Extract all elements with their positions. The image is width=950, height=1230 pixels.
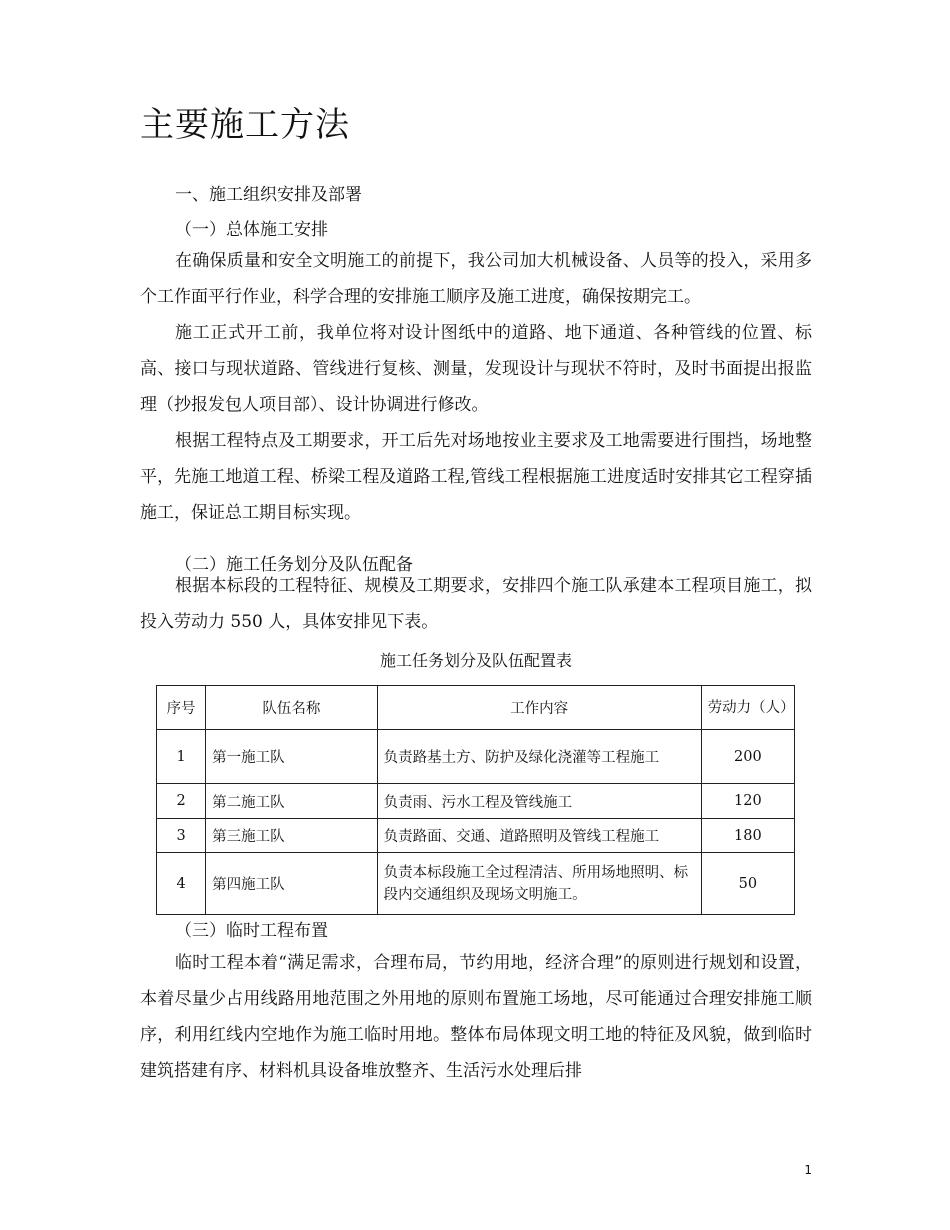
page-number: 1 <box>804 1163 812 1177</box>
table-header-row <box>157 686 795 730</box>
paragraph-2: 施工正式开工前，我单位将对设计图纸中的道路、地下通道、各种管线的位置、标高、接口与现状道路、管线进行复核、测量，发现设计与现状不符时，及时书面提出报监理（抄报发包人项目部）、设计协调进行修改。 <box>140 323 812 415</box>
paragraph-4: 根据本标段的工程特征、规模及工期要求，安排四个施工队承建本工程项目施工，拟投入劳动力 550 人，具体安排见下表。 <box>140 576 812 632</box>
table-cell: 第三施工队 <box>206 819 378 853</box>
table-cell: 负责雨、污水工程及管线施工 <box>377 784 701 819</box>
table-header-cell: 队伍名称 <box>206 686 378 730</box>
table-cell: 负责本标段施工全过程清洁、所用场地照明、标段内交通组织及现场文明施工。 <box>377 853 701 915</box>
paragraph-3: 根据工程特点及工期要求，开工后先对场地按业主要求及工地需要进行围挡，场地整平，先施工地道工程、桥梁工程及道路工程,管线工程根据施工进度适时安排其它工程穿插施工，保证总工期目标实现。 <box>140 431 812 523</box>
table-cell: 120 <box>701 784 794 819</box>
table-row <box>157 819 795 853</box>
team-allocation-table <box>156 685 795 915</box>
table-row <box>157 853 795 915</box>
page-title: 主要施工方法 <box>140 105 350 145</box>
table-header-cell: 工作内容 <box>377 686 701 730</box>
paragraph-5: 临时工程本着“满足需求，合理布局，节约用地，经济合理”的原则进行规划和设置，本着尽量少占用线路用地范围之外用地的原则布置施工场地，尽可能通过合理安排施工顺序，利用红线内空地作为施工临时用地。整体布局体现文明工地的特征及风貌，做到临时建筑搭建有序、材料机具设备堆放整齐、生活污水处理后排 <box>140 953 812 1081</box>
table-cell: 负责路基土方、防护及绿化浇灌等工程施工 <box>377 730 701 784</box>
table-cell: 第一施工队 <box>206 730 378 784</box>
subsection-heading-2: （二）施工任务划分及队伍配备 <box>175 555 413 575</box>
table-cell: 第二施工队 <box>206 784 378 819</box>
table-row <box>157 784 795 819</box>
table-cell: 2 <box>157 784 206 819</box>
paragraph-1: 在确保质量和安全文明施工的前提下，我公司加大机械设备、人员等的投入，采用多个工作面平行作业，科学合理的安排施工顺序及施工进度，确保按期完工。 <box>140 251 812 307</box>
table-cell: 负责路面、交通、道路照明及管线工程施工 <box>377 819 701 853</box>
section-heading: 一、施工组织安排及部署 <box>175 185 362 205</box>
table-caption: 施工任务划分及队伍配置表 <box>379 651 572 670</box>
table-cell: 180 <box>701 819 794 853</box>
table-row <box>157 730 795 784</box>
table-cell: 3 <box>157 819 206 853</box>
table-cell: 1 <box>157 730 206 784</box>
table-cell: 4 <box>157 853 206 915</box>
table-cell: 50 <box>701 853 794 915</box>
table-header-cell: 序号 <box>157 686 206 730</box>
table-cell: 200 <box>701 730 794 784</box>
subsection-heading-3: （三）临时工程布置 <box>175 921 328 941</box>
subsection-heading-1: （一）总体施工安排 <box>175 220 328 240</box>
table-header-cell: 劳动力（人） <box>701 686 794 730</box>
table-cell: 第四施工队 <box>206 853 378 915</box>
